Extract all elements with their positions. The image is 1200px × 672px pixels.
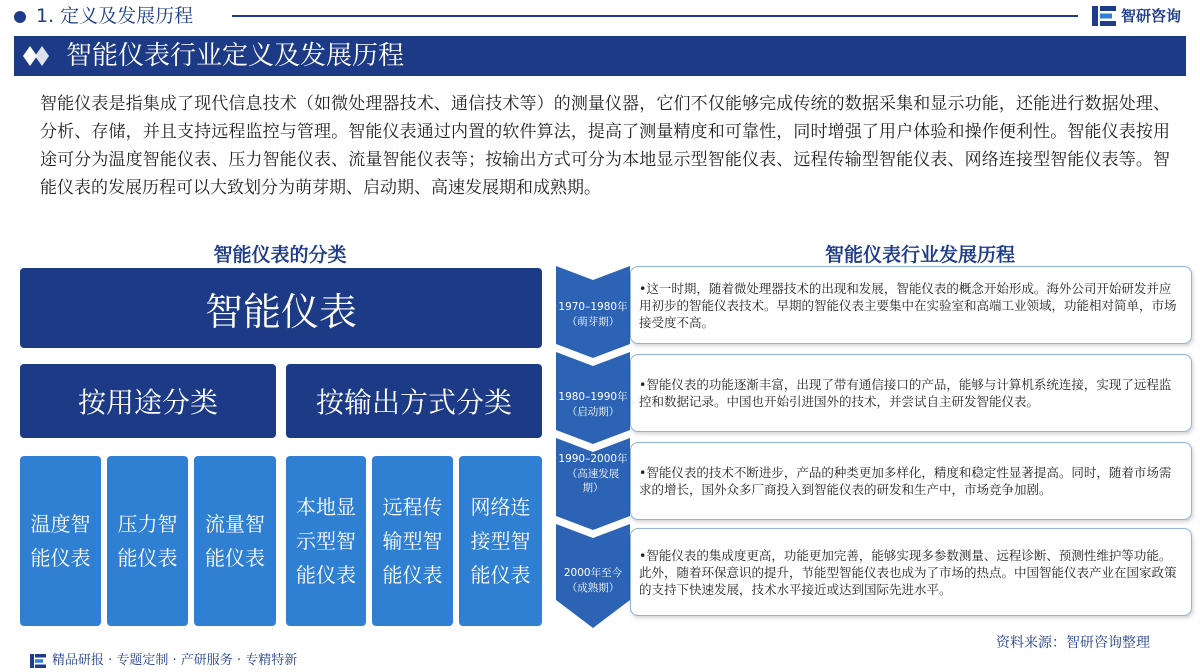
stage-phase: （萌芽期）	[566, 316, 620, 328]
leaf-pressure: 压力智能仪表	[107, 456, 188, 626]
timeline-stage-chevron	[556, 438, 630, 530]
stage-description: •智能仪表的集成度更高，功能更加完善，能够实现多参数测量、远程诊断、预测性维护等功能。此外，随着环保意识的提升，节能型智能仪表也成为了市场的热点。中国智能仪表产业在国家政策的支持下快速发展，技术水平接近或达到国际先进水平。	[639, 547, 1177, 597]
timeline-title: 智能仪表行业发展历程	[824, 244, 1015, 266]
timeline-stage-chevron	[556, 352, 630, 444]
intro-paragraph: 智能仪表是指集成了现代信息技术（如微处理器技术、通信技术等）的测量仪器，它们不仅能够完成传统的数据采集和显示功能，还能进行数据处理、分析、存储，并且支持远程监控与管理。智能仪表通过内置的软件算法，提高了测量精度和可靠性，同时增强了用户体验和操作便利性。智能仪表按用途可分为温度智能仪表、压力智能仪表、流量智能仪表等；按输出方式可分为本地显示型智能仪表、远程传输型智能仪表、网络连接型智能仪表等。智能仪表的发展历程可以大致划分为萌芽期、启动期、高速发展期和成熟期。	[40, 94, 1170, 198]
timeline-stage-box	[630, 442, 1192, 520]
stage-description: •这一时期，随着微处理器技术的出现和发展，智能仪表的概念开始形成。海外公司开始研发并应用初步的智能仪表技术。早期的智能仪表主要集中在实验室和高端工业领域，功能相对简单，市场接受度不高。	[639, 280, 1177, 330]
stage-period: 1980–1990年	[558, 391, 628, 403]
category-by-use: 按用途分类	[20, 364, 276, 438]
section-label: 1. 定义及发展历程	[36, 5, 194, 27]
leaf-local-display: 本地显示型智能仪表	[286, 456, 366, 626]
leaf-flow: 流量智能仪表	[194, 456, 276, 626]
category-by-output: 按输出方式分类	[286, 364, 542, 438]
timeline-stage-box	[630, 266, 1192, 344]
page-title: 智能仪表行业定义及发展历程	[66, 41, 405, 71]
leaf-remote-transmission: 远程传输型智能仪表	[372, 456, 453, 626]
leaf-temperature: 温度智能仪表	[20, 456, 101, 626]
classification-title: 智能仪表的分类	[213, 244, 347, 266]
top-bar	[0, 0, 1200, 34]
diamond-icon	[22, 45, 52, 67]
zhiyan-logo-icon	[30, 653, 46, 667]
leaf-network-connection: 网络连接型智能仪表	[459, 456, 542, 626]
footer-tagline: 精品研报 · 专题定制 · 产研服务 · 专精特新	[52, 653, 298, 668]
stage-period: 2000年至今	[563, 567, 623, 579]
timeline-stage-chevron	[556, 266, 630, 358]
brand	[1092, 5, 1181, 27]
bullet-dot-icon	[14, 11, 26, 23]
stage-phase: （高速发展期）	[566, 468, 620, 494]
timeline-stage-box	[630, 528, 1192, 616]
stage-description: •智能仪表的功能逐渐丰富，出现了带有通信接口的产品，能够与计算机系统连接，实现了远程监控和数据记录。中国也开始引进国外的技术，并尝试自主研发智能仪表。	[639, 377, 1172, 409]
timeline-stage-box	[630, 354, 1192, 432]
stage-phase: （成熟期）	[566, 582, 620, 594]
title-banner	[14, 36, 1186, 76]
stage-phase: （启动期）	[566, 406, 620, 418]
timeline-stage-chevron	[556, 524, 630, 628]
stage-description: •智能仪表的技术不断进步，产品的种类更加多样化，精度和稳定性显著提高。同时，随着市场需求的增长，国外众多厂商投入到智能仪表的研发和生产中，市场竞争加剧。	[639, 465, 1172, 497]
stage-period: 1970–1980年	[558, 301, 628, 313]
classification-root: 智能仪表	[20, 268, 542, 348]
source-note: 资料来源：智研咨询整理	[996, 635, 1150, 651]
brand-name: 智研咨询	[1121, 7, 1182, 25]
header-divider	[232, 15, 1078, 17]
zhiyan-logo-icon	[1092, 6, 1116, 26]
stage-period: 1990–2000年	[558, 453, 628, 465]
